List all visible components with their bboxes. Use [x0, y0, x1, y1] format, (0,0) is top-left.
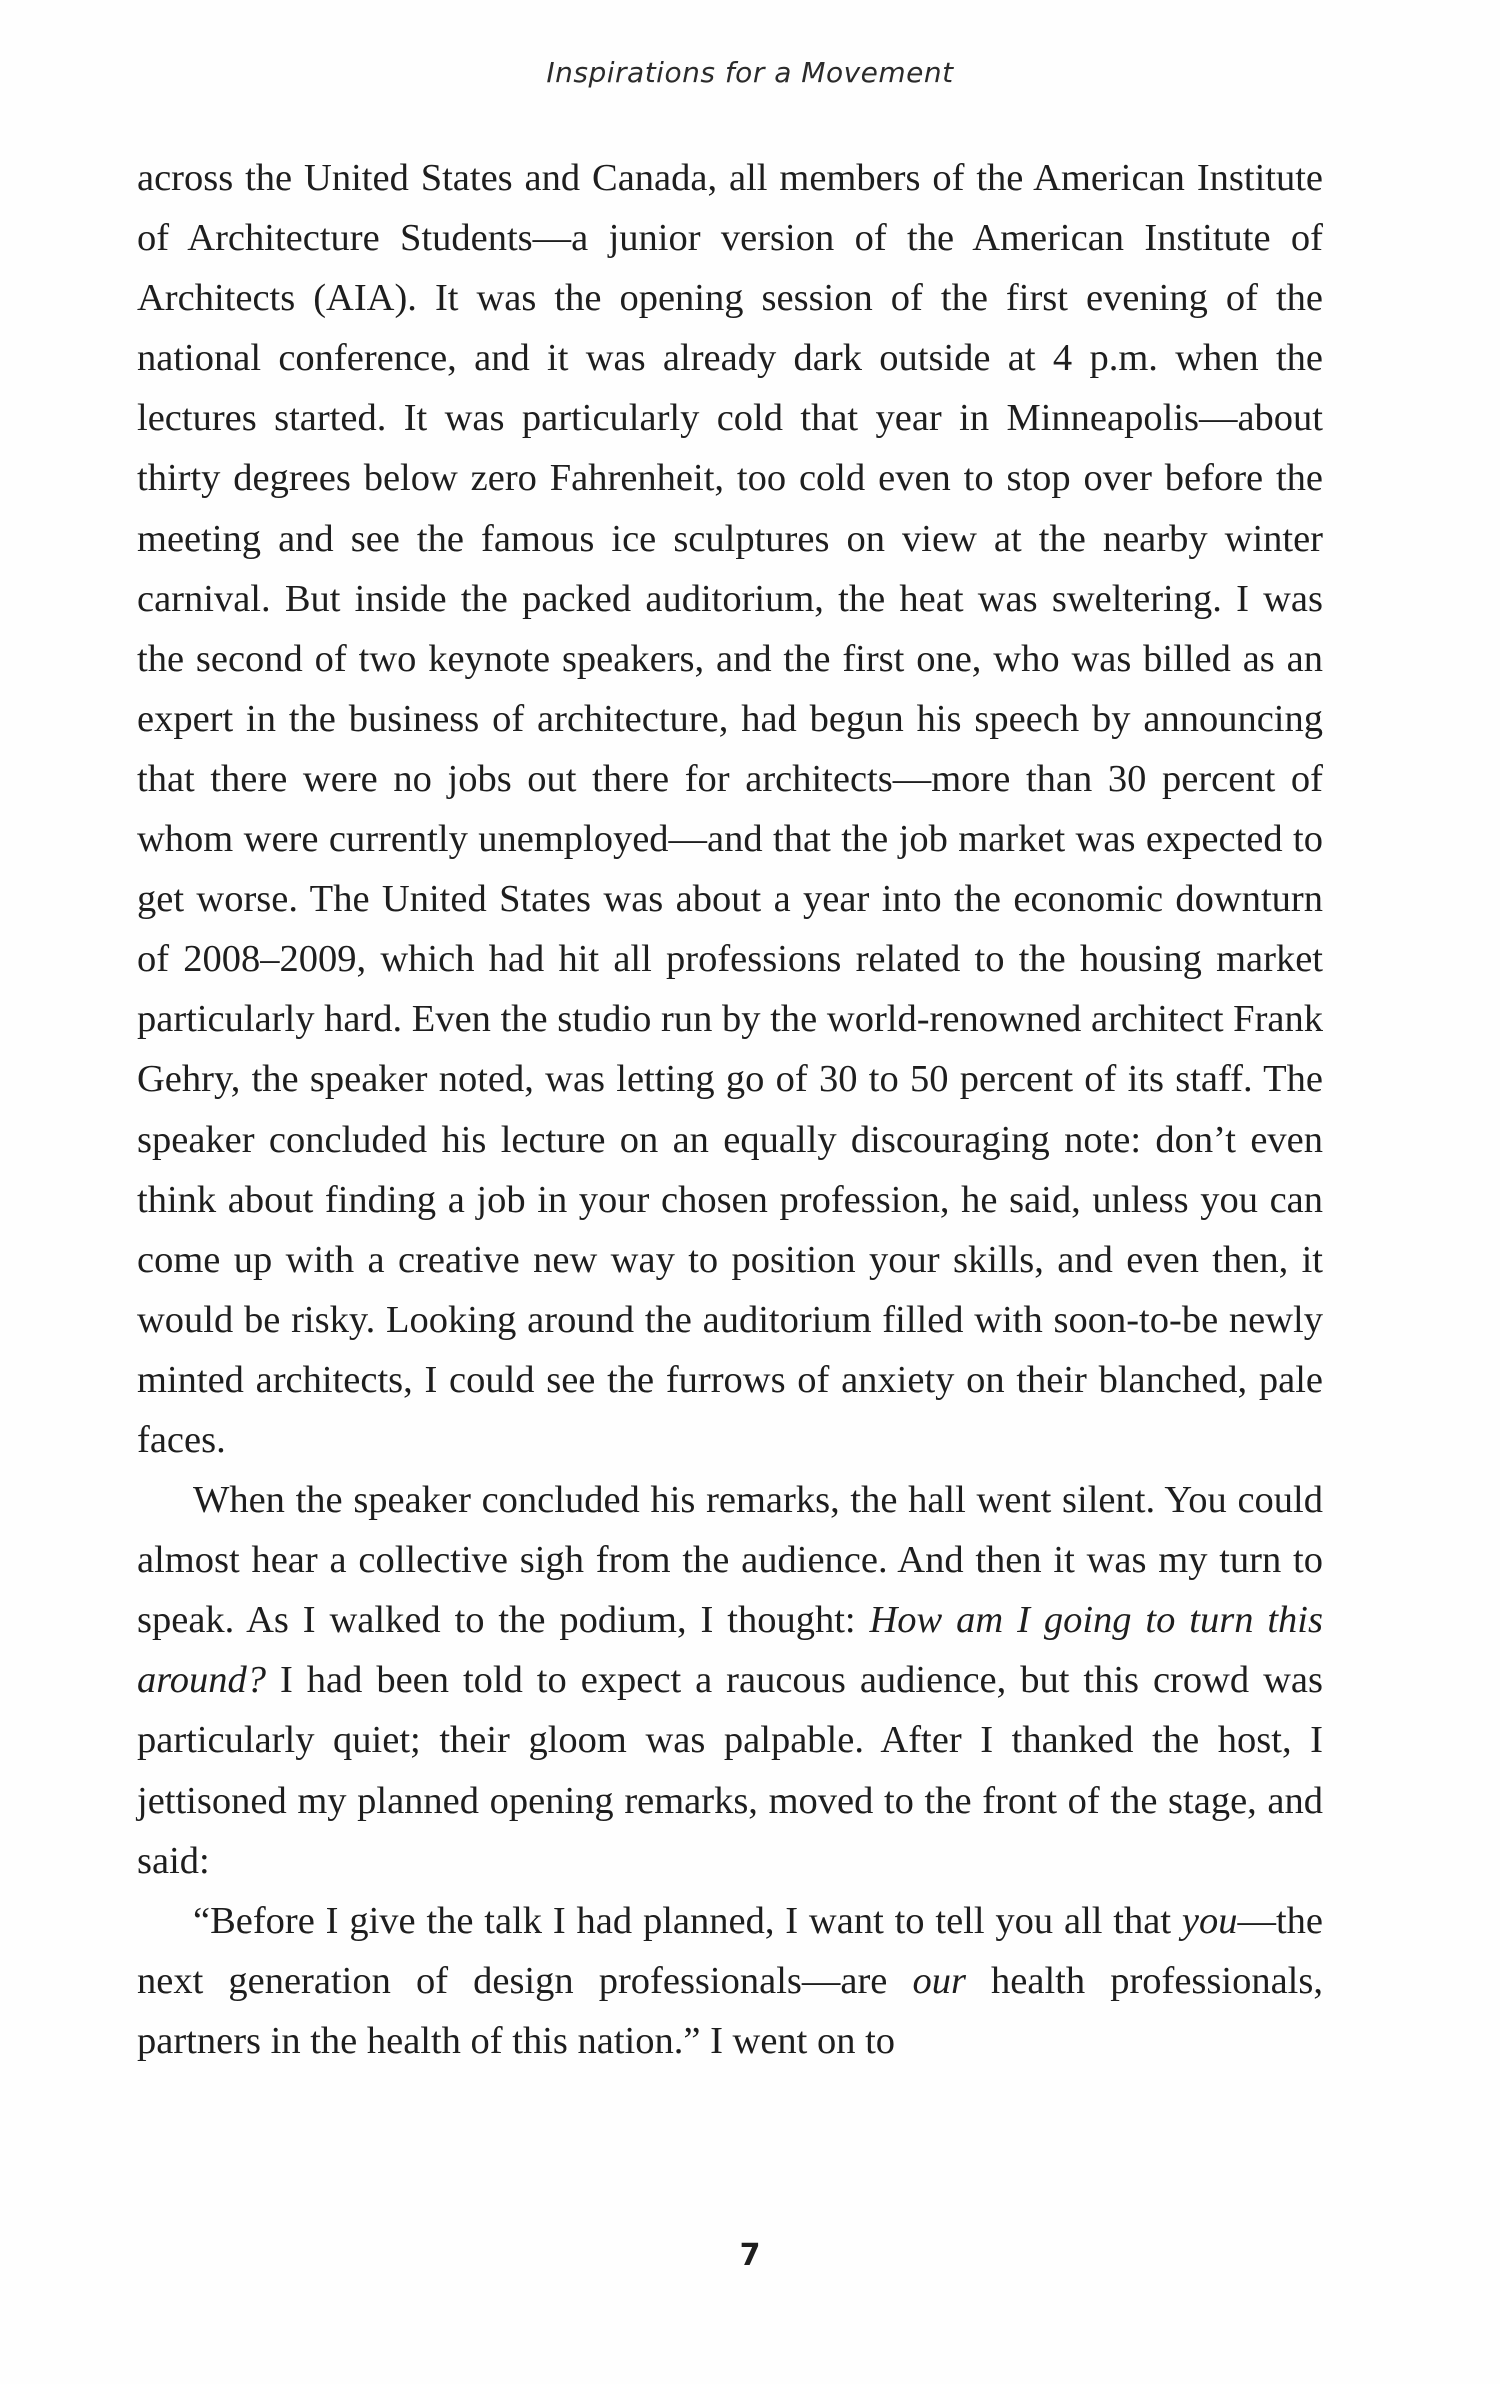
paragraph-3-italic-you: you — [1181, 1899, 1238, 1942]
paragraph-2 — [137, 1470, 1323, 1891]
body-text — [137, 148, 1323, 2071]
paragraph-2-italic: How am I going to turn this around? — [137, 1599, 1323, 1702]
paragraph-3-text-a: “Before I give the talk I had planned, I want to tell you all that — [193, 1899, 1182, 1942]
page-number: 7 — [739, 2238, 761, 2273]
paragraph-3-italic-our: our — [912, 1959, 966, 2002]
paragraph-3 — [137, 1891, 1323, 2071]
paragraph-2-text-b: I had been told to expect a raucous audience, but this crowd was particularly quiet; their gloom was palpable. After I thanked the host, I jettisoned my planned opening remarks, moved to the front of the stage, and said: — [137, 1659, 1323, 1882]
paragraph-3-text-c: health professionals, partners in the health of this nation.” I went on to — [137, 1959, 1323, 2062]
paragraph-3-text-b: —the next generation of design professionals—are — [137, 1899, 1323, 2002]
paragraph-1: across the United States and Canada, all members of the American Institute of Architecture Students—a junior version of the American Institute of Architects (AIA). It was the opening session of the first evening of the national conference, and it was already dark outside at 4 p.m. when the lectures started. It was particularly cold that year in Minneapolis—about thirty degrees below zero Fahrenheit, too cold even to stop over before the meeting and see the famous ice sculptures on view at the nearby winter carnival. But inside the packed auditorium, the heat was sweltering. I was the second of two keynote speakers, and the first one, who was billed as an expert in the business of architecture, had begun his speech by announcing that there were no jobs out there for architects—more than 30 percent of whom were currently unemployed—and that the job market was expected to get worse. The United States was about a year into the economic downturn of 2008–2009, which had hit all professions related to the housing market particularly hard. Even the studio run by the world-renowned architect Frank Gehry, the speaker noted, was letting go of 30 to 50 percent of its staff. The speaker concluded his lecture on an equally discouraging note: don’t even think about finding a job in your chosen profession, he said, unless you can come up with a creative new way to position your skills, and even then, it would be risky. Looking around the auditorium filled with soon-to-be newly minted architects, I could see the furrows of anxiety on their blanched, pale faces. — [137, 157, 1323, 1461]
running-head: Inspirations for a Movement — [546, 56, 954, 89]
paragraph-2-text-a: When the speaker concluded his remarks, the hall went silent. You could almost hear a collective sigh from the audience. And then it was my turn to speak. As I walked to the podium, I thought: — [137, 1479, 1323, 1642]
